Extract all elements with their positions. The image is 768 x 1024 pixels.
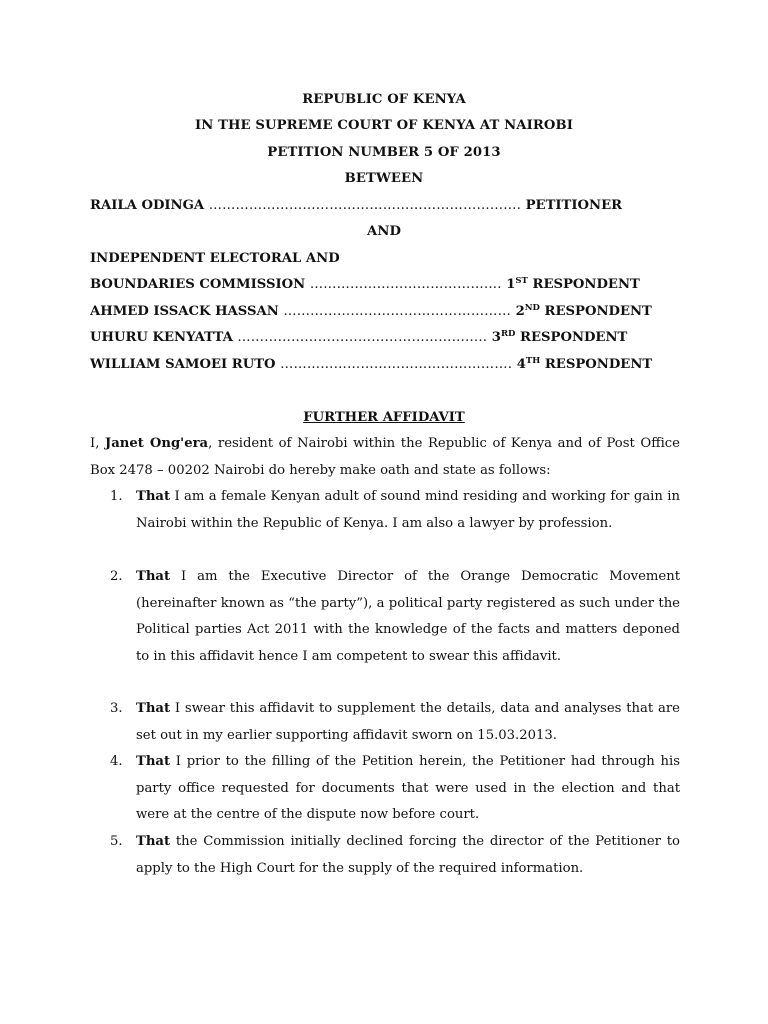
caption-petition-number: PETITION NUMBER 5 OF 2013 xyxy=(267,145,501,160)
caption-between: BETWEEN xyxy=(344,171,424,186)
paragraph-number: 4. xyxy=(110,754,123,769)
party-leader-dots: ……………………………………………….. xyxy=(237,330,488,345)
party-name: WILLIAM SAMOEI RUTO xyxy=(90,357,276,372)
party-role: RESPONDENT xyxy=(544,357,653,372)
paragraph-number: 3. xyxy=(110,701,123,716)
affidavit-paragraph-1: 1. That I am a female Kenyan adult of sound mind residing and working for gain in Nairobi within the Republic of Kenya. I am also a lawyer by profession. xyxy=(90,484,680,537)
party-respondent3 xyxy=(90,330,680,345)
party-role: PETITIONER xyxy=(525,198,623,213)
caption-and: AND xyxy=(366,224,402,239)
party-role: RESPONDENT xyxy=(520,330,628,345)
affidavit-intro: I, Janet Ong'era, resident of Nairobi within the Republic of Kenya and of Post Office Box 2478 – 00202 Nairobi do hereby make oath and state as follows: xyxy=(90,436,680,478)
party-respondent1 xyxy=(90,277,680,292)
party-leader-dots: ……………………………………. xyxy=(309,277,502,292)
party-ordinal: 2ND xyxy=(515,304,540,319)
party-ordinal: 1ST xyxy=(506,277,528,292)
party-name: BOUNDARIES COMMISSION xyxy=(90,277,306,292)
party-name: RAILA ODINGA xyxy=(90,198,205,213)
party-ordinal: 3RD xyxy=(491,330,516,345)
affidavit-title: FURTHER AFFIDAVIT xyxy=(303,410,465,425)
paragraph-number: 1. xyxy=(110,489,123,504)
party-respondent4 xyxy=(90,357,680,372)
caption-republic: REPUBLIC OF KENYA xyxy=(302,92,466,107)
party-ordinal: 4TH xyxy=(516,357,541,372)
affidavit-paragraph-5: 5. That the Commission initially declined forcing the director of the Petitioner to apply to the High Court for the supply of the required information. xyxy=(90,829,680,882)
party-role: RESPONDENT xyxy=(532,277,640,292)
party-leader-dots: ……………………………………………. xyxy=(280,357,513,372)
party-leader-dots: …………………………………………… xyxy=(283,304,511,319)
deponent-name: Janet Ong'era xyxy=(105,436,209,451)
paragraph-number: 5. xyxy=(110,834,123,849)
paragraph-number: 2. xyxy=(110,569,123,584)
affidavit-paragraph-4: 4. That I prior to the filling of the Petition herein, the Petitioner had through his party office requested for documents that were used in the election and that were at the centre of the dispute now before court. xyxy=(90,749,680,829)
party-respondent1-line1: INDEPENDENT ELECTORAL AND xyxy=(90,251,340,266)
affidavit-paragraph-3: 3. That I swear this affidavit to supplement the details, data and analyses that are set out in my earlier supporting affidavit sworn on 15.03.2013. xyxy=(90,696,680,749)
party-respondent2 xyxy=(90,304,680,319)
caption-court: IN THE SUPREME COURT OF KENYA AT NAIROBI xyxy=(194,118,574,133)
party-name: AHMED ISSACK HASSAN xyxy=(90,304,279,319)
party-leader-dots: ……………………………………………………………. xyxy=(208,198,522,213)
party-name: UHURU KENYATTA xyxy=(90,330,233,345)
party-petitioner xyxy=(90,198,680,213)
party-role: RESPONDENT xyxy=(544,304,652,319)
affidavit-paragraph-2: 2. That I am the Executive Director of the Orange Democratic Movement (hereinafter known as “the party”), a political party registered as such under the Political parties Act 2011 with the knowledge of the facts and matters deponed to in this affidavit hence I am competent to swear this affidavit. xyxy=(90,564,680,670)
